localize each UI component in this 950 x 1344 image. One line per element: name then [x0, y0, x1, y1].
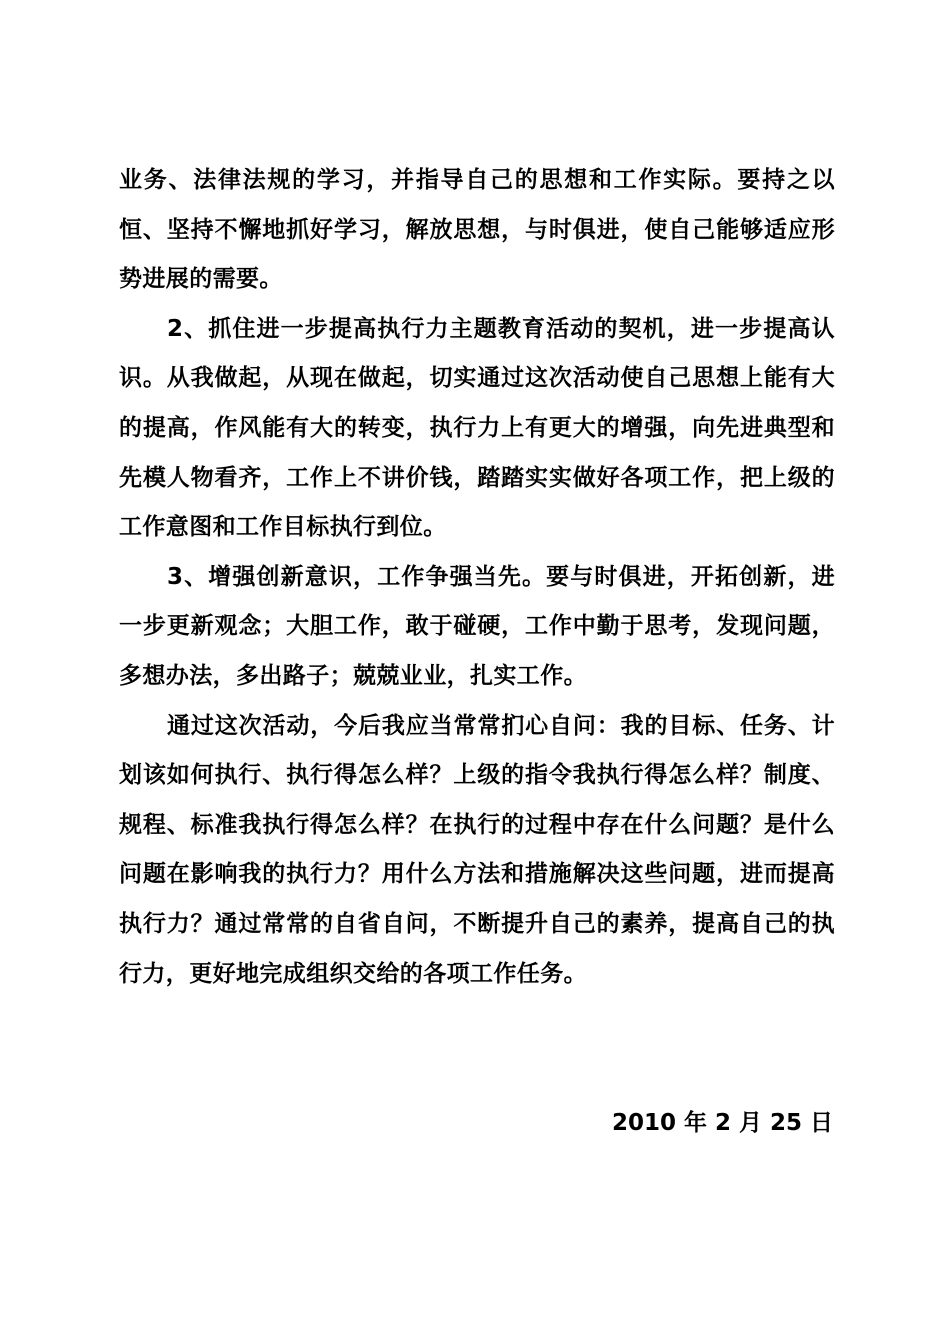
document-date: 2010 年 2 月 25 日 [611, 1110, 833, 1136]
document-body [119, 156, 835, 999]
paragraph-continuation: 业务、法律法规的学习，并指导自己的思想和工作实际。要持之以恒、坚持不懈地抓好学习，解放思想，与时俱进，使自己能够适应形势进展的需要。 [119, 167, 835, 293]
paragraph-item-2: 2、抓住进一步提高执行力主题教育活动的契机，进一步提高认识。从我做起，从现在做起，切实通过这次活动使自己思想上能有大的提高，作风能有大的转变，执行力上有更大的增强，向先进典型和先模人物看齐，工作上不讲价钱，踏踏实实做好各项工作，把上级的工作意图和工作目标执行到位。 [119, 315, 835, 541]
paragraph-reflection: 通过这次活动，今后我应当常常扪心自问：我的目标、任务、计划该如何执行、执行得怎么样？上级的指令我执行得怎么样？制度、规程、标准我执行得怎么样？在执行的过程中存在什么问题？是什么问题在影响我的执行力？用什么方法和措施解决这些问题，进而提高执行力？通过常常的自省自问，不断提升自己的素养，提高自己的执行力，更好地完成组织交给的各项工作任务。 [119, 712, 835, 987]
paragraph-item-3: 3、增强创新意识，工作争强当先。要与时俱进，开拓创新，进一步更新观念；大胆工作，敢于碰硬，工作中勤于思考，发现问题，多想办法，多出路子；兢兢业业，扎实工作。 [119, 563, 835, 689]
